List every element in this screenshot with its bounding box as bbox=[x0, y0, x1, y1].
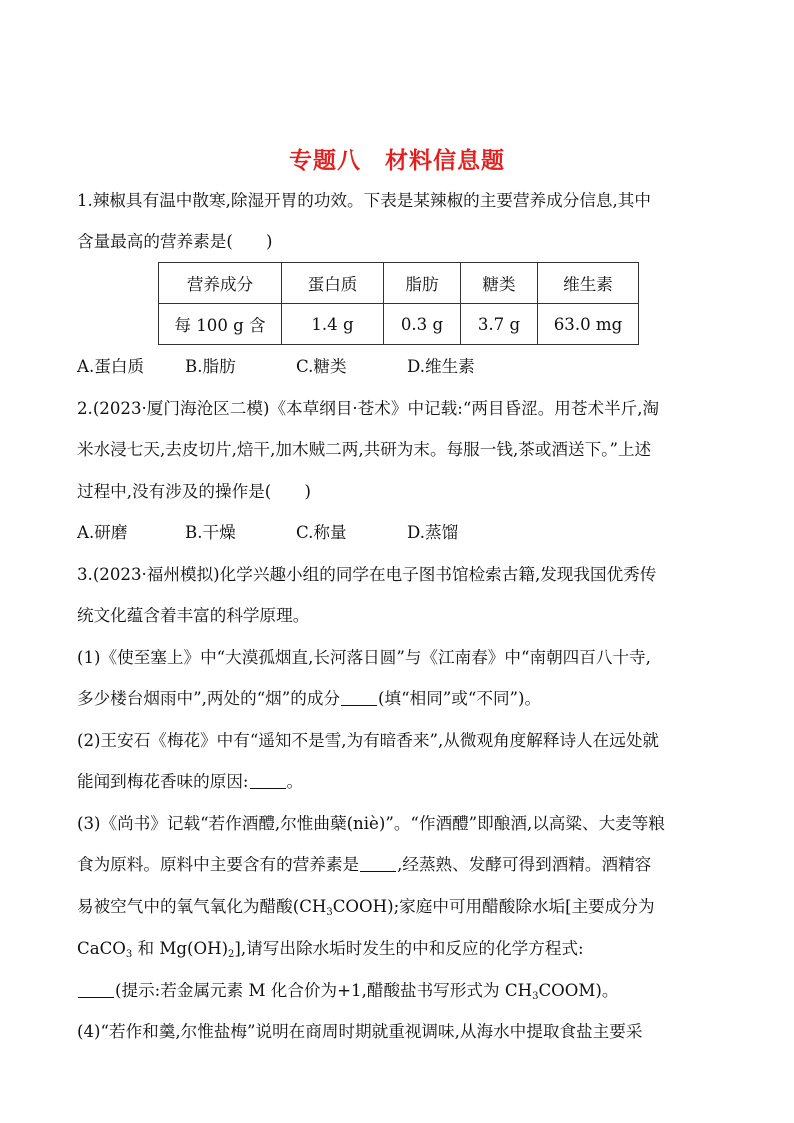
q3-part1-line1: (1)《使至塞上》中“大漠孤烟直,长河落日圆”与《江南春》中“南朝四百八十寺, bbox=[77, 648, 651, 667]
q3-part3-line2 bbox=[77, 854, 651, 876]
q1-option-b: B.脂肪 bbox=[185, 357, 236, 376]
q3-part1-text: 多少楼台烟雨中”,两处的“烟”的成分 bbox=[77, 689, 341, 708]
q3-part3-text: COOH);家庭中可用醋酸除水垢[主要成分为 bbox=[332, 897, 655, 916]
table-cell: 0.3 g bbox=[384, 304, 461, 345]
q2-option-c: C.称量 bbox=[296, 523, 347, 542]
table-header-cell: 营养成分 bbox=[159, 263, 282, 304]
q3-part3-text: COOM)。 bbox=[538, 981, 619, 1000]
q3-part3-line1: (3)《尚书》记载“若作酒醴,尔惟曲蘖(niè)”。“作酒醴”即酿酒,以高粱、大麦等粮 bbox=[77, 814, 665, 833]
subscript: 2 bbox=[228, 949, 235, 960]
q3-part3-line4 bbox=[77, 938, 584, 966]
table-row bbox=[159, 304, 639, 345]
subscript: 3 bbox=[125, 949, 133, 960]
table-header-row bbox=[159, 263, 639, 304]
table-cell: 63.0 mg bbox=[538, 304, 639, 345]
q3-part3-text: (提示:若金属元素 M 化合价为+1,醋酸盐书写形式为 CH bbox=[115, 981, 533, 1000]
answer-blank[interactable] bbox=[360, 855, 396, 872]
q3-part2-text: 。 bbox=[286, 772, 304, 791]
answer-blank[interactable] bbox=[341, 689, 377, 706]
q3-part3-text: 食为原料。原料中主要含有的营养素是 bbox=[77, 855, 360, 874]
q1-options bbox=[77, 356, 475, 378]
table-cell: 1.4 g bbox=[282, 304, 384, 345]
q3-part3-line5 bbox=[77, 980, 618, 1008]
answer-blank[interactable] bbox=[250, 772, 286, 789]
q3-part1-text: (填“相同”或“不同”)。 bbox=[378, 689, 542, 708]
q1-stem-line1: 1.辣椒具有温中散寒,除湿开胃的功效。下表是某辣椒的主要营养成分信息,其中 bbox=[77, 191, 651, 210]
q1-option-d: D.维生素 bbox=[407, 357, 475, 376]
q2-stem-line1: 2.(2023·厦门海沧区二模)《本草纲目·苍术》中记载:“两目昏涩。用苍术半斤,淘 bbox=[77, 399, 660, 418]
q2-options bbox=[77, 522, 458, 544]
answer-blank[interactable] bbox=[78, 981, 114, 998]
table-cell: 3.7 g bbox=[461, 304, 538, 345]
table-header-cell: 维生素 bbox=[538, 263, 639, 304]
subscript: 3 bbox=[532, 991, 539, 1002]
q2-stem-line3: 过程中,没有涉及的操作是( ) bbox=[77, 482, 311, 501]
q3-stem-line2: 统文化蕴含着丰富的科学原理。 bbox=[77, 606, 310, 625]
q1-option-a: A.蛋白质 bbox=[77, 357, 145, 376]
q3-part3-line3 bbox=[77, 896, 655, 924]
formula-text: 和 Mg(OH) bbox=[132, 939, 229, 958]
q2-option-d: D.蒸馏 bbox=[407, 523, 459, 542]
q3-part3-text: ],请写出除水垢时发生的中和反应的化学方程式: bbox=[234, 939, 584, 958]
q3-part2-text: 能闻到梅花香味的原因: bbox=[77, 772, 249, 791]
q1-option-c: C.糖类 bbox=[296, 357, 347, 376]
q2-stem-line2: 米水浸七天,去皮切片,焙干,加木贼二两,共研为末。每服一钱,茶或酒送下。”上述 bbox=[77, 440, 652, 459]
q3-stem-line1: 3.(2023·福州模拟)化学兴趣小组的同学在电子图书馆检索古籍,发现我国优秀传 bbox=[77, 565, 657, 584]
page-title: 专题八 材料信息题 bbox=[289, 148, 505, 174]
table-header-cell: 脂肪 bbox=[384, 263, 461, 304]
table-cell: 每 100 g 含 bbox=[159, 304, 282, 345]
nutrition-table bbox=[158, 262, 639, 345]
q3-part4-line1: (4)“若作和羹,尔惟盐梅”说明在商周时期就重视调味,从海水中提取食盐主要采 bbox=[77, 1022, 643, 1041]
formula-text: CaCO bbox=[77, 939, 126, 958]
table-header-cell: 蛋白质 bbox=[282, 263, 384, 304]
subscript: 3 bbox=[326, 907, 333, 918]
q2-option-b: B.干燥 bbox=[185, 523, 236, 542]
table-header-cell: 糖类 bbox=[461, 263, 538, 304]
q3-part1-line2 bbox=[77, 688, 541, 710]
q1-stem-line2: 含量最高的营养素是( ) bbox=[77, 232, 273, 251]
q3-part3-text: 易被空气中的氧气氧化为醋酸(CH bbox=[77, 897, 327, 916]
q2-option-a: A.研磨 bbox=[77, 523, 128, 542]
q3-part2-line1: (2)王安石《梅花》中有“遥知不是雪,为有暗香来”,从微观角度解释诗人在远处就 bbox=[77, 731, 660, 750]
q3-part2-line2 bbox=[77, 771, 303, 793]
q3-part3-text: ,经蒸熟、发酵可得到酒精。酒精容 bbox=[397, 855, 652, 874]
